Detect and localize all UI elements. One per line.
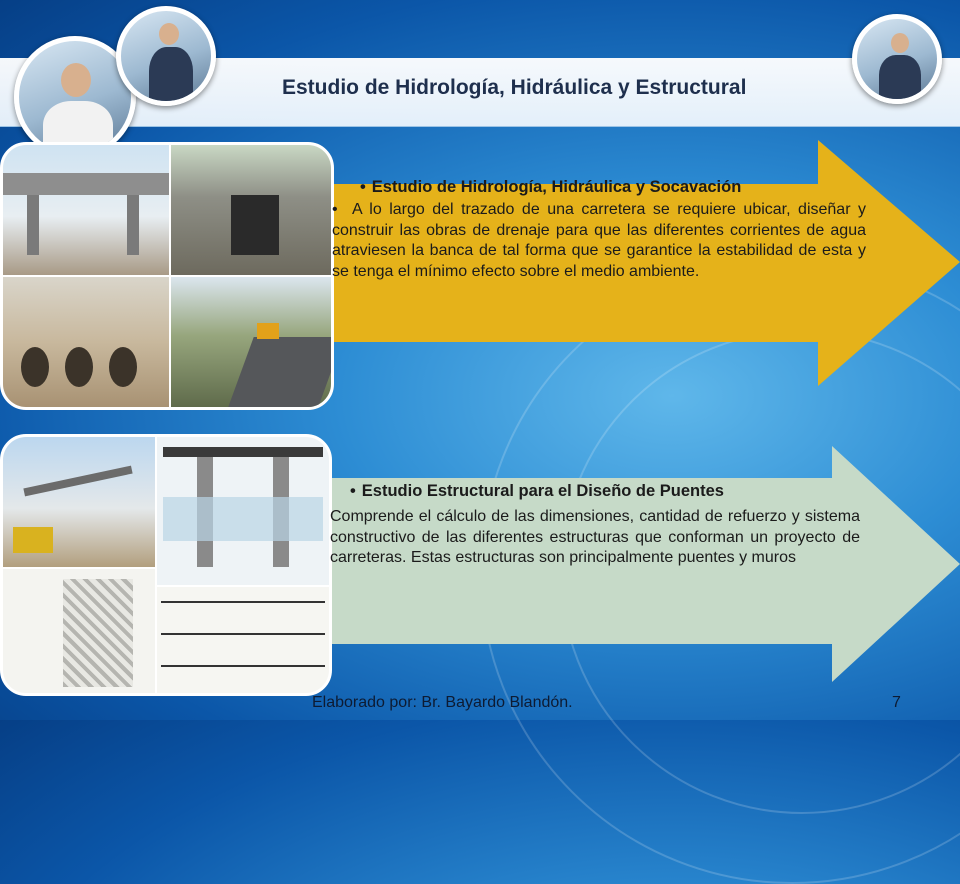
bullet-icon: • xyxy=(332,201,338,218)
crane-photo xyxy=(3,437,155,567)
road-works-photo xyxy=(171,277,331,407)
abutment-section-drawing xyxy=(3,569,155,693)
bullet-icon: • xyxy=(350,482,356,500)
bridge-photo xyxy=(3,145,169,275)
culvert-photo xyxy=(171,145,331,275)
box-culvert-photo xyxy=(3,277,169,407)
hydrology-section-title: • Estudio de Hidrología, Hidráulica y Socavación xyxy=(360,178,742,196)
slide-title: Estudio de Hidrología, Hidráulica y Estructural xyxy=(282,76,747,99)
page-number: 7 xyxy=(892,694,901,711)
photo-circle-handshake xyxy=(116,6,216,106)
hydrology-photo-collage xyxy=(0,142,334,410)
structural-section-title: • Estudio Estructural para el Diseño de Puentes xyxy=(350,482,724,500)
photo-circle-businessman xyxy=(852,14,942,104)
bullet-icon: • xyxy=(360,178,366,196)
structural-section-body: Comprende el cálculo de las dimensiones, cantidad de refuerzo y sistema constructivo de las diferentes estructuras que conforman un proyecto de carreteras. Estas estructuras son principalmente puentes y muros xyxy=(330,508,860,566)
bridge-plan-drawing xyxy=(157,587,329,693)
pier-elevation-drawing xyxy=(157,437,329,585)
footer-author: Elaborado por: Br. Bayardo Blandón. xyxy=(312,694,573,711)
hydrology-section-body: • A lo largo del trazado de una carretera se requiere ubicar, diseñar y construir las obras de drenaje para que las diferentes corrientes de agua atraviesen la banca de tal forma que se garantice la estabilidad de esta y se tenga el mínimo efecto sobre el medio ambiente. xyxy=(332,201,866,280)
structural-photo-collage xyxy=(0,434,332,696)
